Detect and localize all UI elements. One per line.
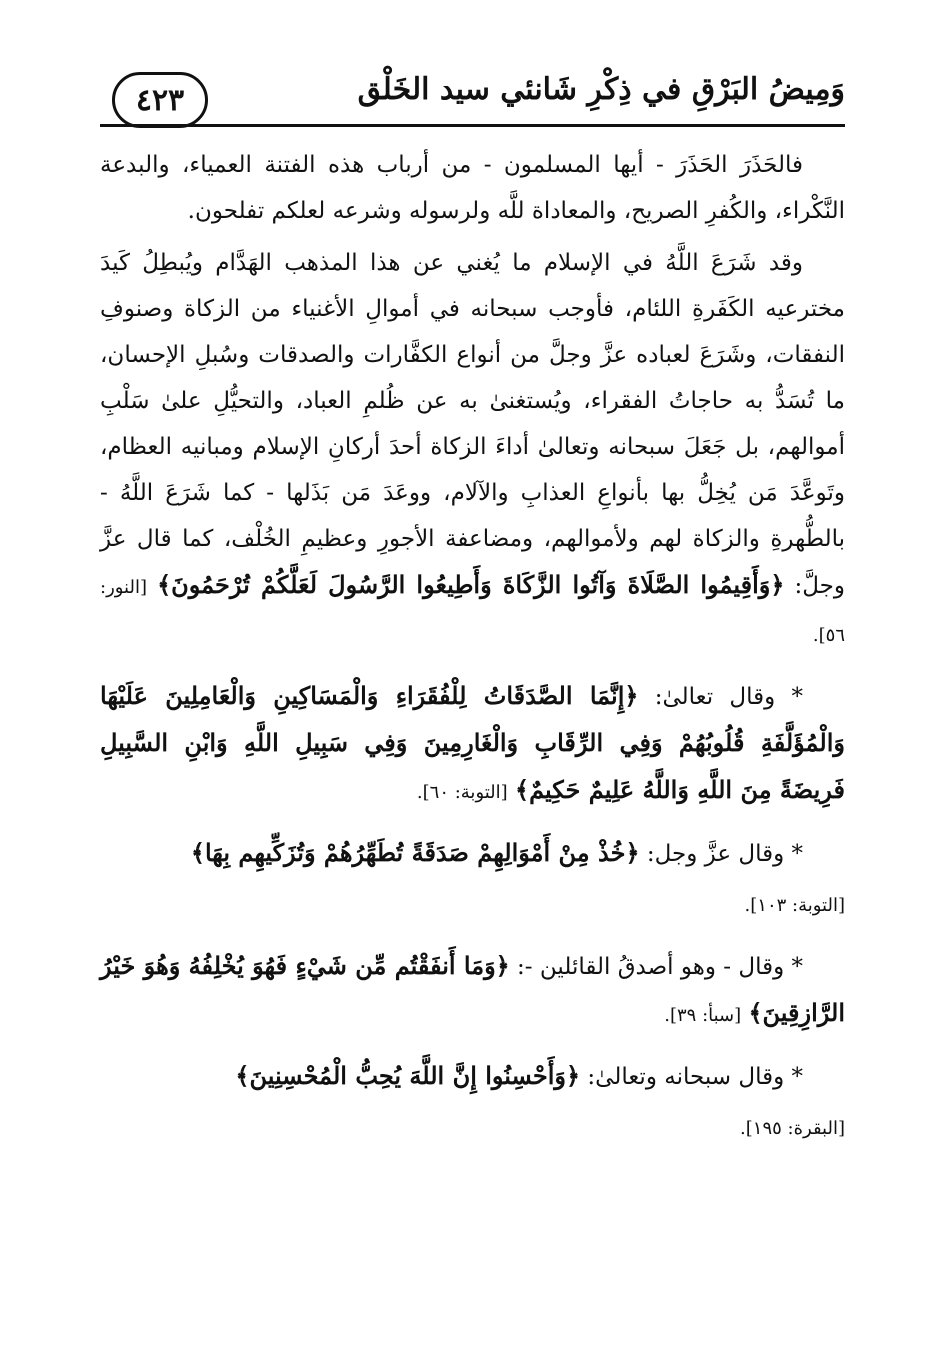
quote-intro: * وقال - وهو أصدقُ القائلين -:	[517, 954, 803, 980]
paragraph-text: فالحَذَرَ الحَذَرَ - أيها المسلمون - من أرباب هذه الفتنة العمياء، والبدعة النَّكْراء، والكُفرِ الصريح، والمعاداة للَّه ولرسوله وشرعه لعلكم تفلحون.	[100, 152, 845, 224]
paragraph-1	[100, 142, 845, 234]
quran-verse: ﴿وَأَحْسِنُوا إِنَّ اللَّهَ يُحِبُّ الْمُحْسِنِينَ﴾	[235, 1061, 581, 1090]
quran-verse: ﴿وَمَا أَنفَقْتُم مِّن شَيْءٍ فَهُوَ يُخْلِفُهُ وَهُوَ خَيْرُ الرَّازِقِينَ﴾	[100, 951, 845, 1027]
quote-intro: * وقال عزَّ وجل:	[646, 841, 803, 867]
quote-paragraph	[100, 1053, 845, 1100]
paragraph-2	[100, 240, 845, 659]
quote-paragraph	[100, 943, 845, 1039]
verse-reference: [سبأ: ٣٩].	[664, 1005, 742, 1026]
page-number: ٤٢٣	[112, 72, 208, 128]
quran-verse: ﴿خُذْ مِنْ أَمْوَالِهِمْ صَدَقَةً تُطَهِّرُهُمْ وَتُزَكِّيهِم بِهَا﴾	[190, 838, 640, 867]
verse-reference: [البقرة: ١٩٥].	[740, 1118, 845, 1139]
quote-paragraph	[100, 673, 845, 816]
verse-reference: [التوبة: ١٠٣].	[744, 895, 845, 916]
quran-verse: ﴿إِنَّمَا الصَّدَقَاتُ لِلْفُقَرَاءِ وَالْمَسَاكِينِ وَالْعَامِلِينَ عَلَيْهَا وَالْمُؤَلَّفَةِ قُلُوبُهُمْ وَفِي الرِّقَابِ وَالْغَارِمِينَ وَفِي سَبِيلِ اللَّهِ وَابْنِ السَّبِيلِ فَرِيضَةً مِنَ اللَّهِ وَاللَّهُ عَلِيمٌ حَكِيمٌ﴾	[100, 681, 845, 804]
quote-block-3	[100, 943, 845, 1039]
paragraph-text: وقد شَرَعَ اللَّهُ في الإسلام ما يُغني عن هذا المذهب الهَدَّام ويُبطِلُ كَيدَ مخترعيه الكَفَرةِ اللئام، فأوجب سبحانه في أموالِ الأغنياء من الزكاة وصنوفِ النفقات، وشَرَعَ لعباده عزَّ وجلَّ من أنواع الكفَّارات والصدقات وسُبلِ الإحسان، ما تُسَدُّ به حاجاتُ الفقراء، ويُستغنىٰ به عن ظُلمِ العباد، والتحيُّلِ علىٰ سَلْبِ أموالهم، بل جَعَلَ سبحانه وتعالىٰ أداءَ الزكاة أحدَ أركانِ الإسلام ومبانيه العظام، وتَوعَّدَ مَن يُخِلُّ بها بأنواعِ العذابِ والآلام، ووعَدَ مَن بَذَلها - كما شَرَعَ اللَّهُ - بالطُّهرةِ والزكاة لهم ولأموالهم، ومضاعفة الأجورِ وعظيمِ الخُلْف، كما قال عزَّ وجلَّ:	[100, 250, 846, 599]
quote-block-4	[100, 1053, 845, 1152]
quran-verse: ﴿وَأَقِيمُوا الصَّلَاةَ وَآتُوا الزَّكَاةَ وَأَطِيعُوا الرَّسُولَ لَعَلَّكُمْ تُرْحَمُونَ﴾	[157, 570, 785, 599]
running-title: وَمِيضُ البَرْقِ في ذِكْرِ شَانئي سيد الخَلْق	[357, 72, 845, 107]
quote-intro: * وقال سبحانه وتعالىٰ:	[587, 1064, 803, 1090]
verse-reference: [النور: ٥٦].	[100, 577, 845, 646]
quote-block-1	[100, 673, 845, 816]
body-text	[100, 142, 845, 1152]
quote-paragraph	[100, 830, 845, 877]
page-header	[100, 52, 845, 132]
quote-intro: * وقال تعالىٰ:	[654, 684, 804, 710]
verse-reference: [التوبة: ٦٠].	[416, 782, 508, 803]
quote-block-2	[100, 830, 845, 929]
header-rule	[100, 124, 845, 127]
